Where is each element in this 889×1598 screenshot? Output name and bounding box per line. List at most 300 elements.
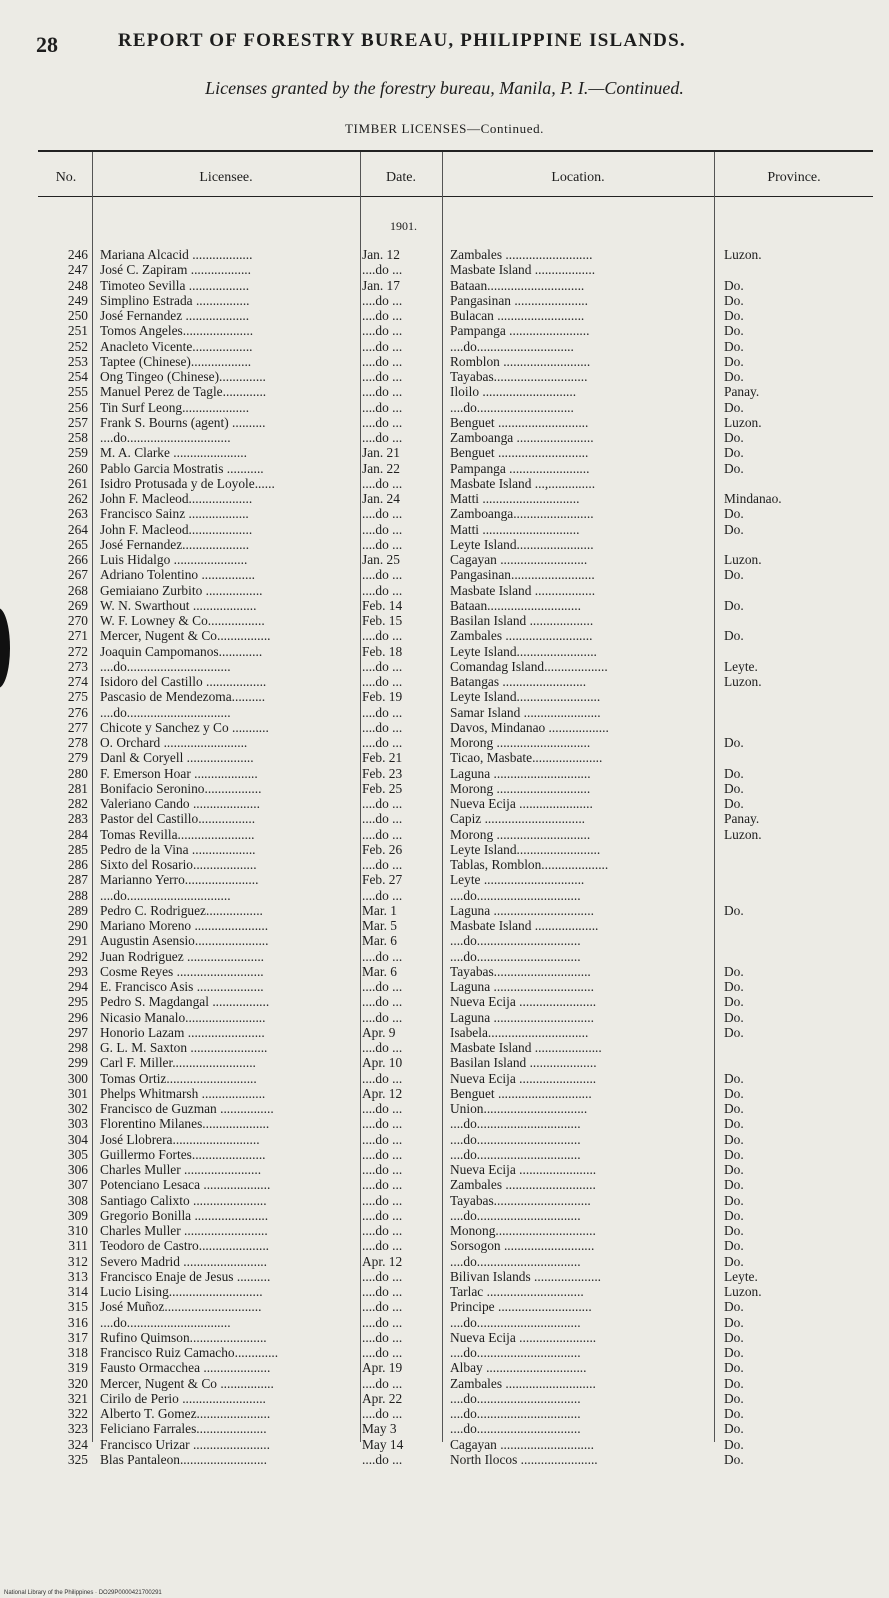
- table-row: [0, 720, 889, 735]
- cell-no: 263: [67, 506, 88, 522]
- cell-location: Leyte Island.......................: [450, 536, 594, 552]
- cell-province: Do.: [724, 979, 744, 994]
- table-row: [0, 506, 889, 521]
- cell-location: Benguet ............................: [450, 1085, 592, 1101]
- cell-location: Cagayan ..........................: [450, 552, 588, 567]
- table-row: [0, 827, 889, 842]
- cell-location: ....do...............................: [450, 948, 581, 964]
- cell-date: May 3: [362, 1421, 397, 1437]
- cell-date: ....do ...: [362, 506, 403, 522]
- cell-date: Jan. 22: [362, 460, 400, 476]
- cell-no: 296: [67, 1009, 88, 1025]
- cell-province: Do.: [724, 780, 744, 796]
- cell-province: Do.: [724, 1390, 744, 1406]
- cell-date: Mar. 6: [362, 963, 397, 979]
- table-row: [0, 1162, 889, 1177]
- cell-location: Nueva Ecija .......................: [450, 1162, 597, 1177]
- cell-date: ....do ...: [362, 628, 403, 644]
- cell-no: 305: [67, 1146, 88, 1162]
- cell-location: Leyte Island........................: [450, 643, 597, 659]
- cell-licensee: M. A. Clarke ......................: [100, 445, 247, 461]
- cell-no: 277: [67, 719, 88, 735]
- cell-province: Do.: [724, 1314, 744, 1330]
- cell-date: ....do ...: [362, 719, 403, 735]
- cell-licensee: Pastor del Castillo.................: [100, 811, 256, 827]
- cell-location: Tayabas.............................: [450, 1192, 591, 1208]
- section-title: TIMBER LICENSES—Continued.: [344, 121, 545, 136]
- cell-date: ....do ...: [362, 1177, 403, 1193]
- table-row: [0, 1010, 889, 1025]
- table-row: [0, 872, 889, 887]
- cell-no: 298: [67, 1040, 88, 1055]
- table-row: [0, 1406, 889, 1421]
- cell-no: 315: [67, 1299, 88, 1315]
- cell-no: 248: [67, 277, 88, 293]
- cell-date: ....do ...: [362, 979, 403, 994]
- table-row: [0, 811, 889, 826]
- table-row: [0, 918, 889, 933]
- cell-no: 289: [67, 902, 88, 918]
- cell-no: 306: [67, 1162, 88, 1177]
- cell-no: 281: [67, 780, 88, 796]
- cell-province: Do.: [724, 1009, 744, 1025]
- cell-location: Nueva Ecija .......................: [450, 1329, 597, 1345]
- cell-date: Mar. 1: [362, 902, 397, 918]
- cell-no: 250: [67, 308, 88, 323]
- cell-no: 287: [67, 872, 88, 888]
- cell-no: 249: [67, 292, 88, 308]
- table-row: [0, 415, 889, 430]
- cell-location: ....do...............................: [450, 1314, 581, 1330]
- cell-province: Do.: [724, 1345, 744, 1360]
- cell-province: Do.: [724, 460, 744, 476]
- cell-no: 255: [67, 384, 88, 400]
- cell-province: Do.: [724, 1085, 744, 1101]
- cell-licensee: Alberto T. Gomez......................: [100, 1406, 271, 1421]
- cell-licensee: Juan Rodriguez .......................: [100, 948, 265, 964]
- cell-location: Tayabas............................: [450, 369, 588, 384]
- cell-province: Luzon.: [724, 247, 762, 262]
- cell-licensee: Bonifacio Seronino.................: [100, 780, 262, 796]
- cell-date: ....do ...: [362, 811, 403, 827]
- cell-location: ....do...............................: [450, 933, 581, 949]
- cell-date: Feb. 26: [362, 841, 403, 857]
- cell-no: 292: [67, 948, 88, 964]
- cell-location: ....do...............................: [450, 1207, 581, 1223]
- cell-licensee: Pascasio de Mendezoma..........: [100, 689, 266, 705]
- cell-province: Do.: [724, 735, 744, 750]
- cell-location: Leyte ..............................: [450, 872, 585, 888]
- cell-licensee: Timoteo Sevilla ..................: [100, 277, 250, 293]
- cell-location: Monong..............................: [450, 1223, 596, 1238]
- cell-licensee: José Fernandez....................: [100, 536, 250, 552]
- cell-location: Zamboanga .......................: [450, 430, 594, 445]
- cell-licensee: Gemiaiano Zurbito .................: [100, 582, 263, 598]
- table-row: [0, 1086, 889, 1101]
- cell-location: Laguna ..............................: [450, 902, 594, 918]
- cell-province: Do.: [724, 1253, 744, 1269]
- cell-date: ....do ...: [362, 1284, 403, 1299]
- cell-licensee: Guillermo Fortes......................: [100, 1146, 266, 1162]
- table-row: [0, 323, 889, 338]
- cell-location: ....do...............................: [450, 1116, 581, 1132]
- cell-province: Do.: [724, 292, 744, 308]
- cell-licensee: José Llobrera..........................: [100, 1131, 260, 1147]
- cell-province: Do.: [724, 994, 744, 1010]
- cell-location: Davos, Mindanao ..................: [450, 719, 609, 735]
- cell-location: Bilivan Islands ....................: [450, 1268, 602, 1284]
- cell-province: Do.: [724, 1238, 744, 1254]
- cell-licensee: Cirilo de Perio .........................: [100, 1390, 266, 1406]
- table-row: [0, 1391, 889, 1406]
- table-row: [0, 1147, 889, 1162]
- cell-location: Sorsogon ...........................: [450, 1238, 595, 1254]
- cell-no: 323: [67, 1421, 88, 1437]
- table-row: [0, 1330, 889, 1345]
- cell-date: ....do ...: [362, 399, 403, 415]
- cell-location: Batangas .........................: [450, 674, 587, 689]
- cell-location: Benguet ...........................: [450, 414, 589, 430]
- cell-no: 317: [67, 1329, 88, 1345]
- cell-licensee: Phelps Whitmarsh ...................: [100, 1085, 266, 1101]
- table-row: [0, 400, 889, 415]
- cell-date: ....do ...: [362, 1375, 403, 1391]
- cell-date: ....do ...: [362, 1299, 403, 1315]
- cell-licensee: José Fernandez ...................: [100, 308, 250, 323]
- cell-location: Romblon ..........................: [450, 353, 591, 369]
- cell-date: ....do ...: [362, 658, 403, 674]
- table-row: [0, 1452, 889, 1467]
- cell-licensee: Frank S. Bourns (agent) ..........: [100, 414, 266, 430]
- cell-licensee: Francisco Ruiz Camacho.............: [100, 1345, 279, 1360]
- cell-date: Apr. 12: [362, 1253, 403, 1269]
- cell-no: 300: [67, 1070, 88, 1086]
- table-row: [0, 781, 889, 796]
- cell-location: Principe ............................: [450, 1299, 592, 1315]
- cell-licensee: Cosme Reyes ..........................: [100, 963, 264, 979]
- cell-licensee: Feliciano Farrales.....................: [100, 1421, 267, 1437]
- cell-no: 284: [67, 826, 88, 842]
- table-row: [0, 278, 889, 293]
- cell-no: 297: [67, 1024, 88, 1040]
- table-row: [0, 674, 889, 689]
- cell-licensee: Pedro S. Magdangal .................: [100, 994, 270, 1010]
- table-row: [0, 964, 889, 979]
- cell-date: ....do ...: [362, 1314, 403, 1330]
- table-row: [0, 1193, 889, 1208]
- cell-no: 307: [67, 1177, 88, 1193]
- cell-date: ....do ...: [362, 338, 403, 354]
- cell-province: Do.: [724, 628, 744, 644]
- cell-location: Bataan.............................: [450, 277, 585, 293]
- cell-no: 316: [67, 1314, 88, 1330]
- table-row: [0, 537, 889, 552]
- cell-licensee: Danl & Coryell ....................: [100, 750, 254, 766]
- cell-date: ....do ...: [362, 353, 403, 369]
- cell-licensee: Simplino Estrada ................: [100, 292, 250, 308]
- cell-no: 321: [67, 1390, 88, 1406]
- cell-date: ....do ...: [362, 735, 403, 750]
- cell-licensee: José Muñoz.............................: [100, 1299, 262, 1315]
- cell-province: Luzon.: [724, 552, 762, 567]
- cell-licensee: Taptee (Chinese)..................: [100, 353, 252, 369]
- cell-no: 309: [67, 1207, 88, 1223]
- cell-date: ....do ...: [362, 674, 403, 689]
- cell-date: Feb. 19: [362, 689, 403, 705]
- cell-location: Zambales ..........................: [450, 628, 593, 644]
- cell-no: 282: [67, 796, 88, 811]
- table-row: [0, 750, 889, 765]
- cell-licensee: Francisco Urizar .......................: [100, 1436, 270, 1452]
- table-row: [0, 1132, 889, 1147]
- cell-location: Comandag Island...................: [450, 658, 608, 674]
- cell-no: 274: [67, 674, 88, 689]
- cell-no: 301: [67, 1085, 88, 1101]
- cell-date: Apr. 9: [362, 1024, 396, 1040]
- table-row: [0, 1284, 889, 1299]
- cell-no: 257: [67, 414, 88, 430]
- table-row: [0, 1269, 889, 1284]
- cell-province: Leyte.: [724, 1268, 758, 1284]
- table-row: [0, 369, 889, 384]
- cell-location: Leyte Island.........................: [450, 689, 601, 705]
- cell-location: ....do...............................: [450, 1146, 581, 1162]
- cell-province: Do.: [724, 1406, 744, 1421]
- table-row: [0, 857, 889, 872]
- cell-location: Samar Island .......................: [450, 704, 601, 720]
- cell-licensee: Isidro Protusada y de Loyole......: [100, 475, 275, 491]
- table-row: [0, 476, 889, 491]
- cell-location: Laguna .............................: [450, 765, 591, 781]
- cell-location: Benguet ...........................: [450, 445, 589, 461]
- table-row: [0, 1238, 889, 1253]
- cell-date: Mar. 5: [362, 918, 397, 933]
- cell-province: Do.: [724, 308, 744, 323]
- cell-no: 261: [67, 475, 88, 491]
- cell-no: 253: [67, 353, 88, 369]
- cell-no: 318: [67, 1345, 88, 1360]
- cell-location: ....do...............................: [450, 1390, 581, 1406]
- cell-location: Isabela..............................: [450, 1024, 589, 1040]
- table-row: [0, 1208, 889, 1223]
- cell-licensee: O. Orchard .........................: [100, 735, 248, 750]
- table-row: [0, 705, 889, 720]
- cell-location: North Ilocos .......................: [450, 1451, 598, 1467]
- cell-date: ....do ...: [362, 384, 403, 400]
- table-row: [0, 445, 889, 460]
- cell-date: ....do ...: [362, 1070, 403, 1086]
- cell-date: Apr. 19: [362, 1360, 403, 1376]
- cell-no: 303: [67, 1116, 88, 1132]
- cell-no: 283: [67, 811, 88, 827]
- cell-no: 251: [67, 323, 88, 339]
- table-row: [0, 262, 889, 277]
- cell-location: Nueva Ecija ......................: [450, 796, 593, 811]
- cell-no: 260: [67, 460, 88, 476]
- cell-province: Do.: [724, 963, 744, 979]
- cell-date: ....do ...: [362, 1238, 403, 1254]
- cell-licensee: ....do...............................: [100, 887, 231, 903]
- cell-licensee: Tomas Ortiz...........................: [100, 1070, 257, 1086]
- cell-province: Do.: [724, 1299, 744, 1315]
- cell-no: 308: [67, 1192, 88, 1208]
- table-row: [0, 567, 889, 582]
- cell-date: Apr. 22: [362, 1390, 403, 1406]
- column-header-date: Date.: [386, 170, 416, 185]
- cell-location: Matti .............................: [450, 491, 580, 506]
- cell-no: 270: [67, 613, 88, 628]
- cell-location: Zamboanga........................: [450, 506, 594, 522]
- table-row: [0, 293, 889, 308]
- table-row: [0, 1071, 889, 1086]
- cell-date: Feb. 14: [362, 597, 403, 613]
- cell-no: 252: [67, 338, 88, 354]
- cell-no: 267: [67, 567, 88, 583]
- cell-date: ....do ...: [362, 1162, 403, 1177]
- cell-licensee: Francisco Enaje de Jesus ..........: [100, 1268, 271, 1284]
- cell-licensee: Manuel Perez de Tagle.............: [100, 384, 267, 400]
- cell-date: ....do ...: [362, 1009, 403, 1025]
- cell-no: 319: [67, 1360, 88, 1376]
- cell-no: 290: [67, 918, 88, 933]
- cell-date: ....do ...: [362, 826, 403, 842]
- cell-date: Feb. 18: [362, 643, 403, 659]
- cell-location: Basilan Island ...................: [450, 613, 594, 628]
- cell-no: 320: [67, 1375, 88, 1391]
- cell-no: 276: [67, 704, 88, 720]
- cell-licensee: Carl F. Miller.........................: [100, 1055, 256, 1071]
- table-row: [0, 354, 889, 369]
- cell-date: ....do ...: [362, 1451, 403, 1467]
- table-row: [0, 430, 889, 445]
- cell-date: ....do ...: [362, 323, 403, 339]
- cell-province: Do.: [724, 1436, 744, 1452]
- cell-licensee: Valeriano Cando ....................: [100, 796, 260, 811]
- cell-licensee: Nicasio Manalo........................: [100, 1009, 266, 1025]
- cell-no: 324: [67, 1436, 88, 1452]
- cell-licensee: Honorio Lazam .......................: [100, 1024, 265, 1040]
- cell-date: ....do ...: [362, 1345, 403, 1360]
- cell-province: Do.: [724, 567, 744, 583]
- cell-location: Matti .............................: [450, 521, 580, 537]
- table-top-rule: [38, 150, 873, 152]
- cell-location: ....do...............................: [450, 1345, 581, 1360]
- cell-province: Do.: [724, 1024, 744, 1040]
- cell-province: Luzon.: [724, 674, 762, 689]
- cell-licensee: ....do...............................: [100, 430, 231, 445]
- cell-no: 265: [67, 536, 88, 552]
- cell-province: Do.: [724, 1131, 744, 1147]
- cell-location: Tarlac .............................: [450, 1284, 584, 1299]
- cell-no: 278: [67, 735, 88, 750]
- cell-date: ....do ...: [362, 1329, 403, 1345]
- cell-location: Masbate Island ...,..............: [450, 475, 596, 491]
- cell-province: Do.: [724, 1223, 744, 1238]
- table-row: [0, 903, 889, 918]
- column-header-no: No.: [55, 170, 77, 185]
- cell-no: 256: [67, 399, 88, 415]
- cell-date: ....do ...: [362, 948, 403, 964]
- cell-province: Do.: [724, 1101, 744, 1116]
- cell-location: Union...............................: [450, 1101, 588, 1116]
- cell-province: Do.: [724, 1451, 744, 1467]
- column-header-province: Province.: [767, 170, 821, 185]
- cell-no: 272: [67, 643, 88, 659]
- cell-no: 295: [67, 994, 88, 1010]
- cell-province: Do.: [724, 1116, 744, 1132]
- table-row: [0, 1299, 889, 1314]
- table-row: [0, 628, 889, 643]
- table-row: [0, 1421, 889, 1436]
- cell-licensee: ....do...............................: [100, 704, 231, 720]
- cell-province: Do.: [724, 506, 744, 522]
- cell-no: 293: [67, 963, 88, 979]
- cell-location: Masbate Island ..................: [450, 262, 596, 278]
- cell-licensee: W. N. Swarthout ...................: [100, 597, 257, 613]
- cell-location: Leyte Island.........................: [450, 841, 601, 857]
- cell-date: ....do ...: [362, 857, 403, 872]
- cell-province: Do.: [724, 796, 744, 811]
- table-row: [0, 689, 889, 704]
- scan-footer: National Library of the Philippines · DO29P0000421700291: [4, 1590, 162, 1596]
- cell-province: Luzon.: [724, 414, 762, 430]
- cell-licensee: F. Emerson Hoar ...................: [100, 765, 258, 781]
- cell-location: Capiz ..............................: [450, 811, 586, 827]
- cell-no: 268: [67, 582, 88, 598]
- cell-date: Feb. 25: [362, 780, 403, 796]
- cell-province: Luzon.: [724, 826, 762, 842]
- cell-location: ....do...............................: [450, 887, 581, 903]
- cell-province: Do.: [724, 277, 744, 293]
- table-row: [0, 1223, 889, 1238]
- cell-no: 312: [67, 1253, 88, 1269]
- cell-licensee: Augustin Asensio......................: [100, 933, 269, 949]
- cell-no: 286: [67, 857, 88, 872]
- table-row: [0, 384, 889, 399]
- cell-no: 271: [67, 628, 88, 644]
- table-row: [0, 842, 889, 857]
- cell-no: 279: [67, 750, 88, 766]
- cell-date: Apr. 10: [362, 1055, 403, 1071]
- cell-licensee: José C. Zapiram ..................: [100, 262, 251, 278]
- table-row: [0, 247, 889, 262]
- cell-date: ....do ...: [362, 567, 403, 583]
- year-label: 1901.: [390, 219, 417, 233]
- cell-province: Do.: [724, 1177, 744, 1193]
- cell-location: Morong ............................: [450, 735, 591, 750]
- cell-location: Basilan Island ....................: [450, 1055, 597, 1071]
- cell-licensee: W. F. Lowney & Co.................: [100, 613, 265, 628]
- table-row: [0, 522, 889, 537]
- cell-licensee: Sixto del Rosario...................: [100, 857, 257, 872]
- cell-province: Do.: [724, 1375, 744, 1391]
- cell-licensee: Anacleto Vicente..................: [100, 338, 253, 354]
- cell-date: ....do ...: [362, 262, 403, 278]
- table-row: [0, 796, 889, 811]
- cell-no: 304: [67, 1131, 88, 1147]
- cell-province: Do.: [724, 1207, 744, 1223]
- cell-date: Feb. 27: [362, 872, 403, 888]
- cell-date: May 14: [362, 1436, 404, 1452]
- table-row: [0, 933, 889, 948]
- cell-licensee: Luis Hidalgo ......................: [100, 552, 248, 567]
- cell-date: ....do ...: [362, 414, 403, 430]
- cell-no: 291: [67, 933, 88, 949]
- cell-province: Luzon.: [724, 1284, 762, 1299]
- cell-licensee: G. L. M. Saxton .......................: [100, 1040, 268, 1055]
- cell-location: Nueva Ecija .......................: [450, 1070, 597, 1086]
- cell-date: ....do ...: [362, 1101, 403, 1116]
